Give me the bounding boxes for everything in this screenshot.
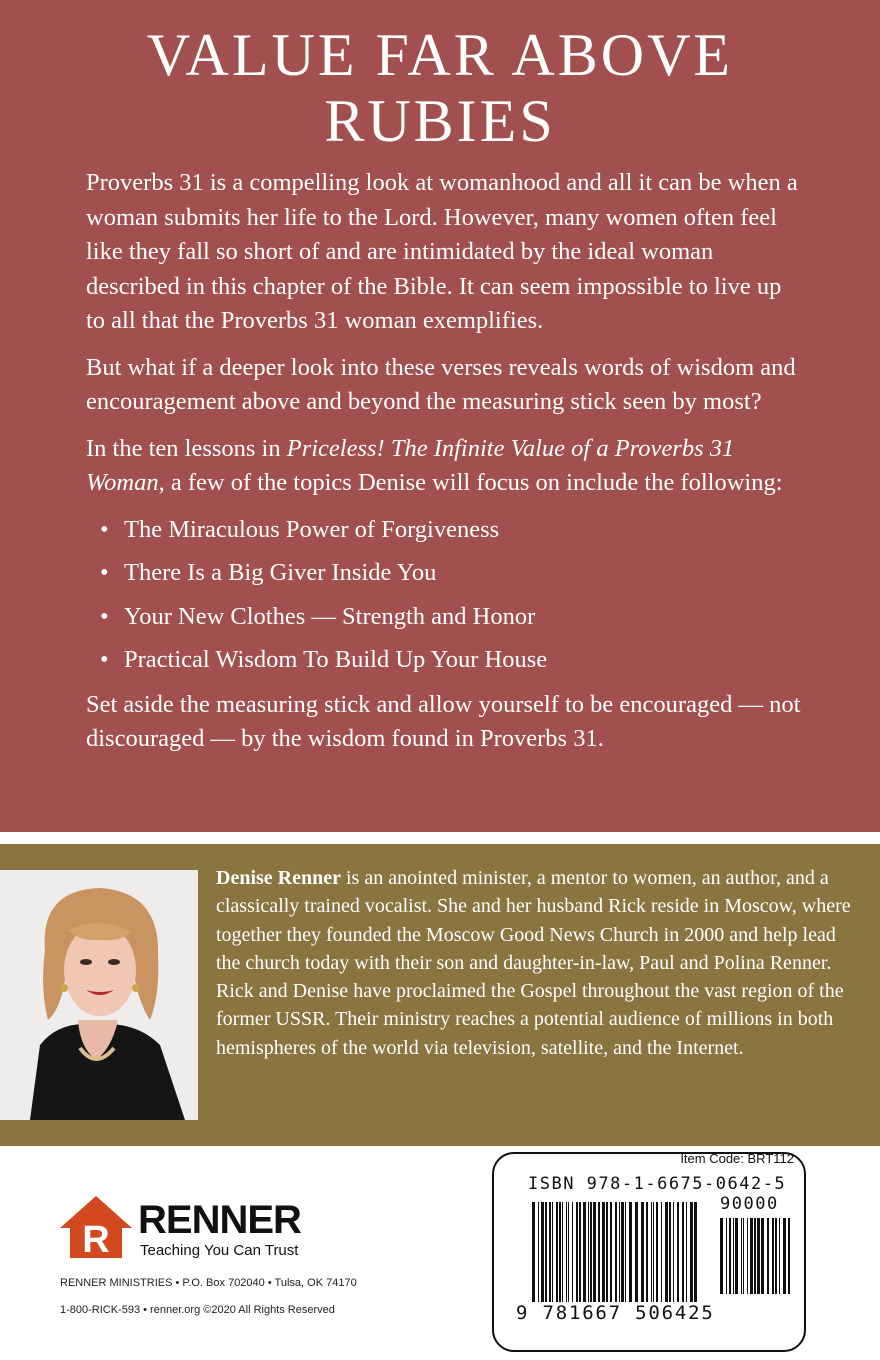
barcode-bar xyxy=(541,1202,544,1302)
barcode-bar xyxy=(754,1218,756,1294)
isbn-text: ISBN 978-1-6675-0642-5 xyxy=(528,1174,787,1194)
barcode-bar xyxy=(665,1202,668,1302)
description-paragraph-4: Set aside the measuring stick and allow yourself to be encouraged — not discouraged — by the wisdom found in Proverbs 31. xyxy=(86,690,801,752)
description-paragraph-2: But what if a deeper look into these verses reveals words of wisdom and encouragement above and beyond the measuring stick seen by most? xyxy=(86,353,796,415)
book-title-italic: Priceless! The Infinite Value of a Proverbs 31 Woman xyxy=(86,434,735,496)
description-paragraph-1: Proverbs 31 is a compelling look at womanhood and all it can be when a woman submits her life to the Lord. However, many women often feel like they fall so short of and are intimidated by the ideal woman described in this chapter of the Bible. It can seem impossible to live up to all that the Proverbs 31 woman exemplifies. xyxy=(86,169,798,334)
barcode-bar xyxy=(559,1202,561,1302)
barcode-bar xyxy=(568,1202,569,1302)
bullet-icon: • xyxy=(100,602,109,630)
book-title xyxy=(0,22,880,154)
barcode-bar xyxy=(629,1202,632,1302)
renner-logo xyxy=(58,1194,301,1264)
title-line-2: RUBIES xyxy=(324,88,556,154)
barcode-bar xyxy=(651,1202,652,1302)
barcode-bar xyxy=(735,1218,738,1294)
author-photo xyxy=(0,870,198,1120)
barcode-bar xyxy=(729,1218,731,1294)
logo-letter: R xyxy=(82,1219,110,1260)
bullet-icon: • xyxy=(100,559,109,586)
house-logo-icon xyxy=(58,1194,134,1260)
barcode-bar xyxy=(583,1202,586,1302)
barcode-bar xyxy=(772,1218,774,1294)
publisher-address: RENNER MINISTRIES • P.O. Box 702040 • Tulsa, OK 74170 xyxy=(60,1277,357,1289)
barcode-bar xyxy=(775,1218,777,1294)
barcode-bar xyxy=(646,1202,648,1302)
barcode-bar xyxy=(625,1202,626,1302)
author-name: Denise Renner xyxy=(216,867,341,889)
price-code: 90000 xyxy=(720,1194,779,1214)
barcode-bar xyxy=(656,1202,658,1302)
description-paragraph-3: In the ten lessons in Priceless! The Infinite Value of a Proverbs 31 Woman, a few of the topics Denise will focus on include the following: xyxy=(86,434,783,496)
isbn-barcode xyxy=(532,1202,700,1302)
barcode-bar xyxy=(588,1202,589,1302)
barcode-bar xyxy=(552,1202,553,1302)
barcode-bar xyxy=(579,1202,581,1302)
divider xyxy=(0,832,880,844)
barcode-bar xyxy=(593,1202,596,1302)
barcode-bar xyxy=(549,1202,551,1302)
publisher-name: RENNER xyxy=(138,1198,301,1242)
barcode-bar xyxy=(641,1202,644,1302)
barcode-bar xyxy=(576,1202,578,1302)
barcode-bar xyxy=(572,1202,573,1302)
barcode-bar xyxy=(602,1202,605,1302)
bullet-icon: • xyxy=(100,515,109,543)
barcode-bar xyxy=(779,1218,780,1294)
barcode-bar xyxy=(661,1202,662,1302)
barcode-bar xyxy=(598,1202,600,1302)
barcode-bar xyxy=(545,1202,547,1302)
barcode-bar xyxy=(720,1218,723,1294)
barcode-bar xyxy=(635,1202,638,1302)
barcode-bar xyxy=(741,1218,742,1294)
topics-list xyxy=(86,513,806,678)
barcode-bar xyxy=(767,1218,769,1294)
item-code: Item Code: BRT112 xyxy=(680,1151,794,1166)
barcode-bar xyxy=(757,1218,760,1294)
barcode-bar xyxy=(562,1202,563,1302)
barcode-bar xyxy=(682,1202,684,1302)
barcode-bar xyxy=(653,1202,654,1302)
barcode-bar xyxy=(606,1202,608,1302)
barcode-bar xyxy=(669,1202,671,1302)
barcode-bar xyxy=(532,1202,535,1302)
publisher-footer xyxy=(0,1146,880,1360)
barcode-bar xyxy=(566,1202,567,1302)
ean-digits: 9 781667 506425 xyxy=(516,1302,715,1324)
barcode-bar xyxy=(590,1202,592,1302)
barcode-bar xyxy=(788,1218,790,1294)
price-barcode xyxy=(720,1218,792,1294)
barcode-bar xyxy=(615,1202,617,1302)
barcode-bar xyxy=(690,1202,693,1302)
barcode-bar xyxy=(726,1218,727,1294)
barcode-bar xyxy=(619,1202,620,1302)
title-line-1: VALUE FAR ABOVE xyxy=(146,22,734,88)
barcode-bar xyxy=(733,1218,734,1294)
barcode-bar xyxy=(538,1202,539,1302)
barcode-bar xyxy=(750,1218,753,1294)
barcode-box xyxy=(492,1152,806,1352)
author-bio-text: is an anointed minister, a mentor to women, an author, and a classically trained vocalist. She and her husband Rick reside in Moscow, where together they founded the Moscow Good News Church in 2000 and help lead the church today with their son and daughter-in-law, Paul and Polina Renner. Rick and Denise have proclaimed the Gospel throughout the vast region of the former USSR. Their ministry reaches a potential audience of millions in both hemispheres of the world via television, satellite, and the Internet. xyxy=(216,867,851,1059)
barcode-bar xyxy=(673,1202,674,1302)
list-item: • Your New Clothes — Strength and Honor xyxy=(86,600,806,635)
barcode-bar xyxy=(621,1202,624,1302)
barcode-bar xyxy=(677,1202,679,1302)
barcode-bar xyxy=(783,1218,786,1294)
list-item: • There Is a Big Giver Inside You xyxy=(86,556,806,591)
barcode-bar xyxy=(610,1202,612,1302)
publisher-contact: 1-800-RICK-593 • renner.org ©2020 All Rights Reserved xyxy=(60,1304,335,1316)
author-portrait-icon xyxy=(0,870,198,1120)
author-bio xyxy=(216,864,856,1062)
list-item: • Practical Wisdom To Build Up Your House xyxy=(86,643,806,678)
barcode-bar xyxy=(694,1202,697,1302)
barcode-bar xyxy=(761,1218,764,1294)
barcode-bar xyxy=(747,1218,748,1294)
description-body xyxy=(86,166,806,769)
list-item: • The Miraculous Power of Forgiveness xyxy=(86,513,806,548)
publisher-tagline: Teaching You Can Trust xyxy=(140,1242,299,1259)
barcode-bar xyxy=(556,1202,558,1302)
barcode-bar xyxy=(743,1218,744,1294)
bullet-icon: • xyxy=(100,646,109,673)
barcode-bar xyxy=(686,1202,687,1302)
author-bio-panel xyxy=(0,844,880,1146)
